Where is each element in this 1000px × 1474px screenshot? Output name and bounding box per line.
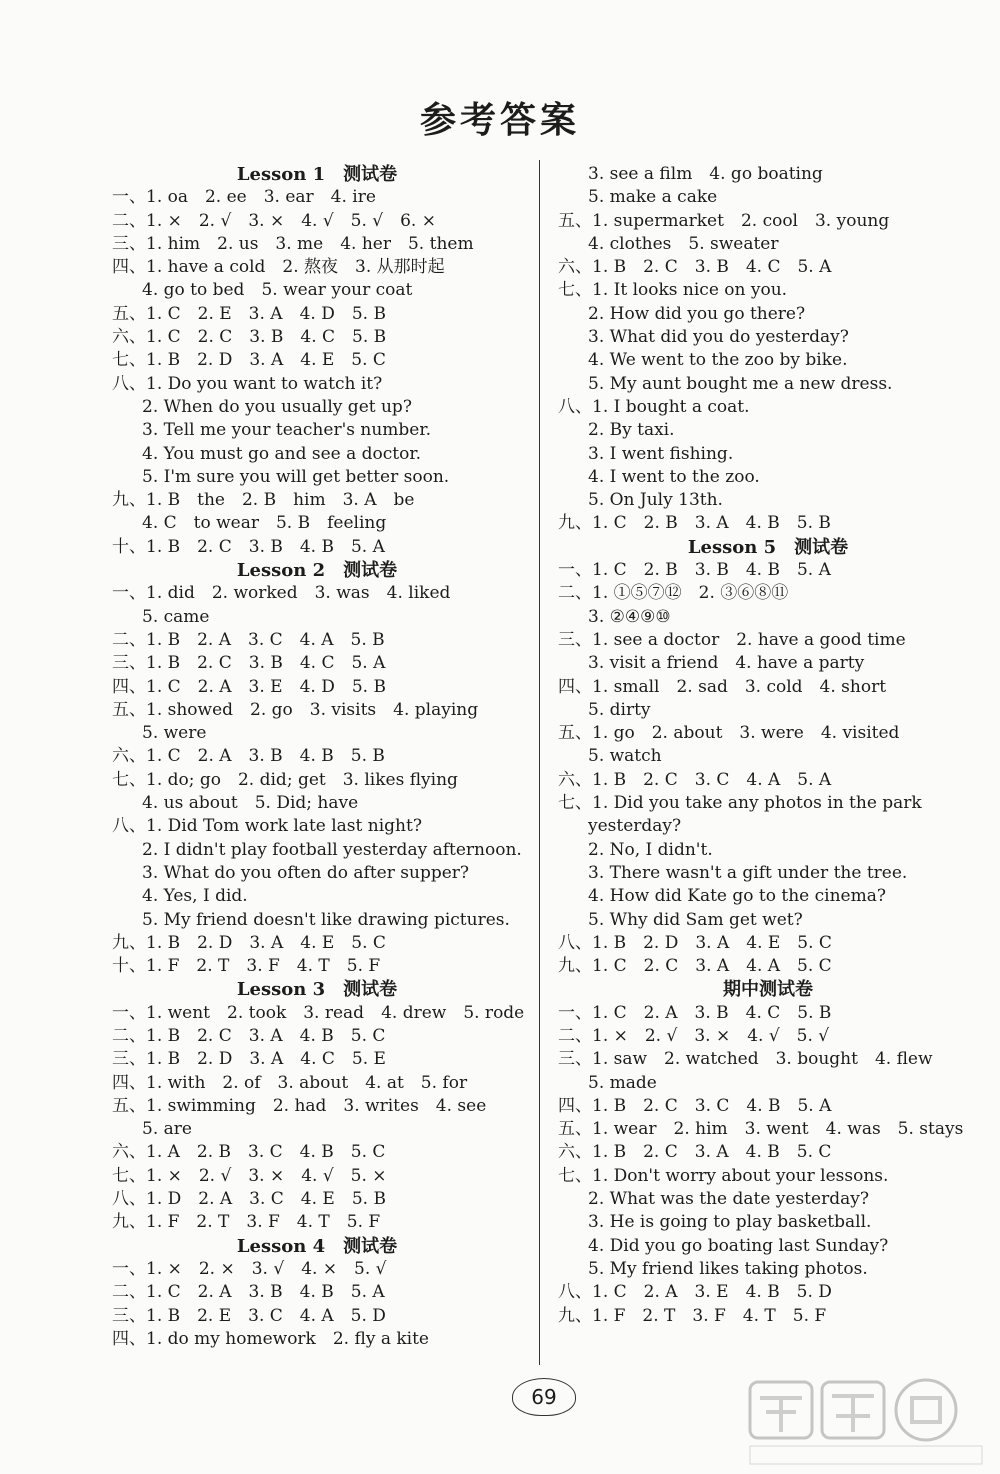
answer-line: 5. Why did Sam get wet? <box>588 909 803 930</box>
answer-line: 5. make a cake <box>588 187 718 208</box>
answer-line: 七、1. do; go 2. did; get 3. likes flying <box>112 769 458 790</box>
answer-line: 4. How did Kate go to the cinema? <box>588 886 886 907</box>
answer-line: 六、1. A 2. B 3. C 4. B 5. C <box>112 1142 386 1163</box>
answer-line: 4. You must go and see a doctor. <box>142 443 422 464</box>
answer-line: 二、1. B 2. A 3. C 4. A 5. B <box>112 629 385 650</box>
section-heading: Lesson 4 测试卷 <box>236 1235 398 1257</box>
answer-line: 2. No, I didn't. <box>588 839 713 860</box>
answer-line: 5. were <box>142 723 207 744</box>
answer-line: 十、1. B 2. C 3. B 4. B 5. A <box>112 536 385 557</box>
answer-line: 一、1. did 2. worked 3. was 4. liked <box>112 583 451 604</box>
answer-line: 八、1. D 2. A 3. C 4. E 5. B <box>112 1189 386 1210</box>
answer-line: 一、1. C 2. A 3. B 4. C 5. B <box>558 1002 832 1023</box>
answer-line: 四、1. small 2. sad 3. cold 4. short <box>558 676 887 697</box>
answer-line: 八、1. B 2. D 3. A 4. E 5. C <box>558 932 832 953</box>
answer-line: 3. I went fishing. <box>588 443 734 464</box>
answer-line: 九、1. C 2. C 3. A 4. A 5. C <box>558 956 832 977</box>
answer-line: 5. My friend doesn't like drawing pictures. <box>142 909 510 930</box>
answer-line: 二、1. ①⑤⑦⑫ 2. ③⑥⑧⑪ <box>558 583 789 604</box>
answer-line: 2. How did you go there? <box>588 303 806 324</box>
answer-line: 五、1. supermarket 2. cool 3. young <box>558 210 890 231</box>
answer-line: 一、1. × 2. × 3. √ 4. × 5. √ <box>112 1258 387 1279</box>
answer-line: 4. us about 5. Did; have <box>142 793 359 814</box>
answer-line: 八、1. I bought a coat. <box>558 396 750 417</box>
answer-line: 九、1. B 2. D 3. A 4. E 5. C <box>112 932 386 953</box>
answer-line: 5. I'm sure you will get better soon. <box>142 466 450 487</box>
answer-line: 八、1. C 2. A 3. E 4. B 5. D <box>558 1282 832 1303</box>
answer-line: 3. He is going to play basketball. <box>588 1212 872 1233</box>
answer-line: 四、1. have a cold 2. 熬夜 3. 从那时起 <box>112 257 445 278</box>
answer-line: 一、1. oa 2. ee 3. ear 4. ire <box>112 187 376 208</box>
answer-line: 五、1. showed 2. go 3. visits 4. playing <box>112 699 479 720</box>
page-number: 69 <box>512 1378 576 1416</box>
answer-line: 4. We went to the zoo by bike. <box>588 350 848 371</box>
answer-line: 四、1. B 2. C 3. C 4. B 5. A <box>558 1095 832 1116</box>
answer-line: 三、1. saw 2. watched 3. bought 4. flew <box>558 1049 933 1070</box>
answer-line: 七、1. B 2. D 3. A 4. E 5. C <box>112 350 386 371</box>
answer-column-right <box>558 163 978 1328</box>
answer-line: 5. came <box>142 606 210 627</box>
answer-line: 八、1. Do you want to watch it? <box>112 373 383 394</box>
answer-line: 三、1. B 2. C 3. B 4. C 5. A <box>112 653 386 674</box>
answer-line: 4. C to wear 5. B feeling <box>142 513 387 534</box>
answer-line: yesterday? <box>588 816 682 837</box>
answer-line: 五、1. go 2. about 3. were 4. visited <box>558 723 900 744</box>
answer-line: 3. What did you do yesterday? <box>588 327 849 348</box>
section-heading: 期中测试卷 <box>723 979 813 1001</box>
answer-line: 2. When do you usually get up? <box>142 396 412 417</box>
answer-line: 3. There wasn't a gift under the tree. <box>588 862 908 883</box>
answer-line: 五、1. C 2. E 3. A 4. D 5. B <box>112 303 386 324</box>
answer-line: 5. My friend likes taking photos. <box>588 1258 868 1279</box>
answer-line: 4. Yes, I did. <box>142 886 248 907</box>
answer-line: 五、1. wear 2. him 3. went 4. was 5. stays <box>558 1119 964 1140</box>
answer-line: 二、1. B 2. C 3. A 4. B 5. C <box>112 1025 386 1046</box>
answer-line: 六、1. B 2. C 3. C 4. A 5. A <box>558 769 832 790</box>
answer-line: 2. By taxi. <box>588 420 675 441</box>
answer-line: 5. are <box>142 1119 192 1140</box>
answer-line: 八、1. Did Tom work late last night? <box>112 816 422 837</box>
page-title: 参考答案 <box>419 100 580 141</box>
answer-line: 九、1. B the 2. B him 3. A be <box>112 490 415 511</box>
answer-line: 3. visit a friend 4. have a party <box>588 653 865 674</box>
section-heading: Lesson 2 测试卷 <box>236 560 398 582</box>
answer-line: 六、1. B 2. C 3. A 4. B 5. C <box>558 1142 832 1163</box>
answer-line: 二、1. × 2. √ 3. × 4. √ 5. √ <box>558 1025 830 1046</box>
answer-line: 七、1. Did you take any photos in the park <box>558 793 922 814</box>
answer-line: 六、1. C 2. C 3. B 4. C 5. B <box>112 327 387 348</box>
answer-line: 十、1. F 2. T 3. F 4. T 5. F <box>112 956 381 977</box>
answer-line: 3. What do you often do after supper? <box>142 862 470 883</box>
answer-line: 三、1. B 2. E 3. C 4. A 5. D <box>112 1305 386 1326</box>
answer-line: 三、1. B 2. D 3. A 4. C 5. E <box>112 1049 386 1070</box>
answer-line: 三、1. see a doctor 2. have a good time <box>558 629 906 650</box>
answer-line: 5. made <box>588 1072 657 1093</box>
answer-column-left <box>112 163 525 1351</box>
answer-line: 2. I didn't play football yesterday afternoon. <box>142 839 522 860</box>
answer-line: 七、1. × 2. √ 3. × 4. √ 5. × <box>112 1165 387 1186</box>
answer-line: 三、1. him 2. us 3. me 4. her 5. them <box>112 233 474 254</box>
answer-line: 5. watch <box>588 746 662 767</box>
answer-line: 四、1. do my homework 2. fly a kite <box>112 1328 429 1349</box>
answer-line: 3. see a film 4. go boating <box>588 164 823 184</box>
answer-line: 九、1. F 2. T 3. F 4. T 5. F <box>558 1305 827 1326</box>
answer-line: 七、1. Don't worry about your lessons. <box>558 1165 889 1186</box>
answer-line: 5. On July 13th. <box>588 490 723 511</box>
answer-line: 5. My aunt bought me a new dress. <box>588 373 893 394</box>
answer-line: 3. ②④⑨⑩ <box>588 606 671 627</box>
watermark-logo-icon <box>746 1376 986 1468</box>
section-heading: Lesson 3 测试卷 <box>236 979 398 1001</box>
answer-line: 七、1. It looks nice on you. <box>558 280 788 301</box>
answer-line: 一、1. C 2. B 3. B 4. B 5. A <box>558 560 831 581</box>
answer-line: 2. What was the date yesterday? <box>588 1189 869 1210</box>
answer-line: 六、1. C 2. A 3. B 4. B 5. B <box>112 746 385 767</box>
answer-line: 四、1. with 2. of 3. about 4. at 5. for <box>112 1072 468 1093</box>
answer-line: 四、1. C 2. A 3. E 4. D 5. B <box>112 676 386 697</box>
answer-line: 六、1. B 2. C 3. B 4. C 5. A <box>558 257 832 278</box>
answer-line: 一、1. went 2. took 3. read 4. drew 5. rode <box>112 1002 525 1023</box>
answer-line: 4. go to bed 5. wear your coat <box>142 280 413 301</box>
answer-line: 5. dirty <box>588 699 651 720</box>
answer-line: 九、1. F 2. T 3. F 4. T 5. F <box>112 1212 381 1233</box>
column-divider <box>539 160 540 1365</box>
answer-line: 二、1. × 2. √ 3. × 4. √ 5. √ 6. × <box>112 210 436 231</box>
answer-line: 4. I went to the zoo. <box>588 466 760 487</box>
section-heading: Lesson 5 测试卷 <box>687 536 849 558</box>
answer-line: 九、1. C 2. B 3. A 4. B 5. B <box>558 513 831 534</box>
answer-line: 4. Did you go boating last Sunday? <box>588 1235 889 1256</box>
answer-line: 二、1. C 2. A 3. B 4. B 5. A <box>112 1282 385 1303</box>
answer-line: 五、1. swimming 2. had 3. writes 4. see <box>112 1095 487 1116</box>
answer-line: 3. Tell me your teacher's number. <box>142 420 431 441</box>
section-heading: Lesson 1 测试卷 <box>236 164 398 185</box>
answer-line: 4. clothes 5. sweater <box>588 233 779 254</box>
